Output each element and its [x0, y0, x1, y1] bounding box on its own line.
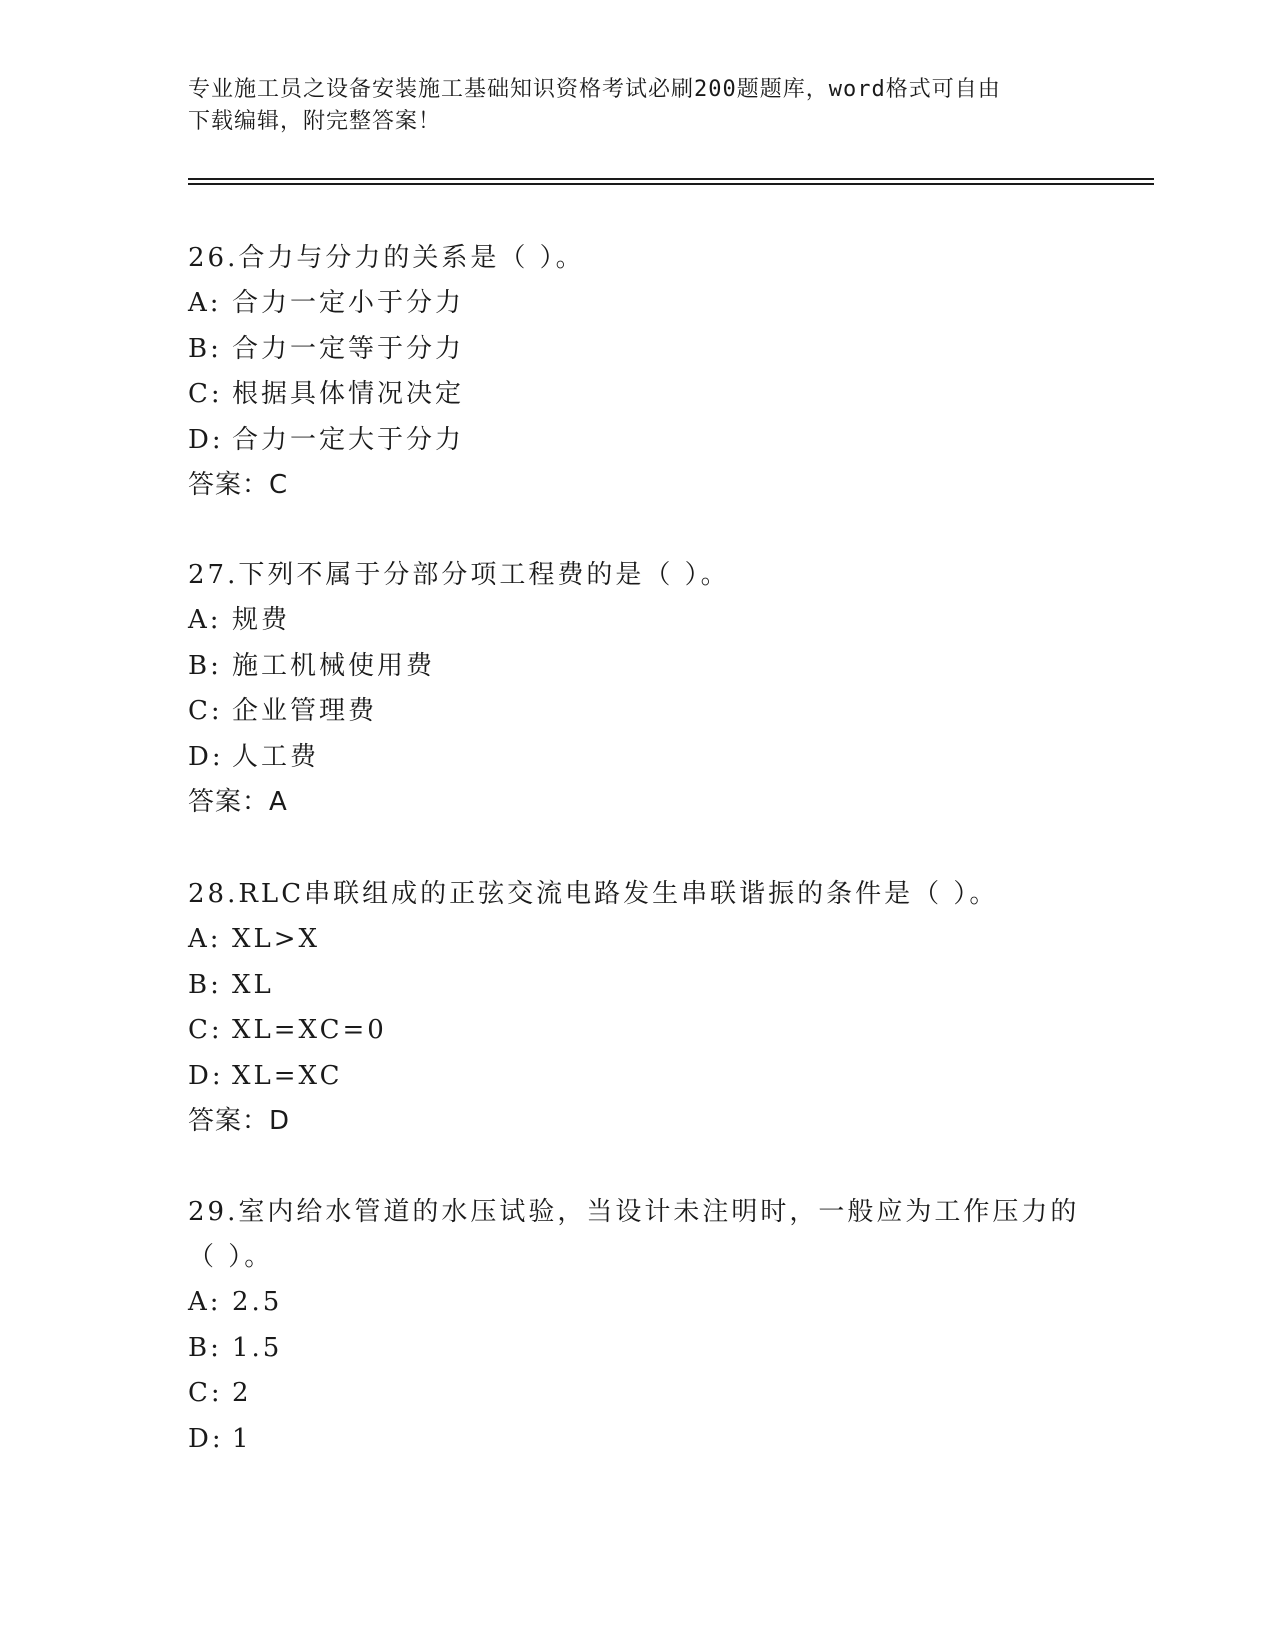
- option-letter: B:: [188, 333, 222, 364]
- option-d: [188, 1054, 1088, 1100]
- option-c: [188, 1008, 1088, 1054]
- option-text: 1.5: [232, 1332, 283, 1363]
- option-letter: D:: [188, 1060, 224, 1091]
- answer-label: 答案：D: [188, 1106, 291, 1136]
- option-letter: C:: [188, 379, 223, 409]
- option-a: [188, 1280, 1088, 1326]
- document-header: [188, 74, 1088, 138]
- option-letter: A:: [188, 924, 222, 954]
- option-letter: B:: [188, 650, 222, 681]
- option-text: 根据具体情况决定: [232, 379, 465, 409]
- option-b: [188, 1326, 1088, 1372]
- option-text: XL=XC: [232, 1060, 343, 1091]
- option-text: 合力一定小于分力: [232, 288, 465, 318]
- answer-label: 答案：C: [188, 470, 289, 500]
- option-text: 企业管理费: [232, 696, 378, 726]
- question-29: [188, 1190, 1088, 1462]
- option-text: XL: [232, 969, 274, 1000]
- option-d: [188, 1417, 1088, 1463]
- question-27: [188, 553, 1088, 825]
- option-letter: D:: [188, 741, 224, 772]
- option-c: [188, 372, 1088, 418]
- question-title: 26.合力与分力的关系是（ ）。: [188, 243, 585, 273]
- question-26: [188, 236, 1088, 508]
- question-title: 29.室内给水管道的水压试验，当设计未注明时，一般应为工作压力的（ ）。: [188, 1197, 1080, 1272]
- option-letter: B:: [188, 1332, 222, 1363]
- option-d: [188, 418, 1088, 464]
- option-letter: D:: [188, 424, 224, 455]
- option-a: [188, 281, 1088, 327]
- option-text: 合力一定等于分力: [232, 333, 465, 364]
- question-28: [188, 872, 1088, 1144]
- option-c: [188, 1371, 1088, 1417]
- option-text: 施工机械使用费: [232, 650, 436, 681]
- option-text: XL>X: [232, 924, 321, 954]
- option-text: 规费: [232, 605, 291, 635]
- header-line-2: 下载编辑，附完整答案！: [188, 109, 442, 134]
- option-letter: A:: [188, 1287, 222, 1317]
- header-divider-top: [188, 178, 1154, 180]
- answer-label: 答案：A: [188, 787, 288, 817]
- option-letter: A:: [188, 288, 222, 318]
- option-letter: A:: [188, 605, 222, 635]
- option-letter: C:: [188, 1015, 223, 1045]
- option-text: 人工费: [232, 741, 320, 772]
- option-b: [188, 644, 1088, 690]
- header-line-1: 专业施工员之设备安装施工基础知识资格考试必刷200题题库，word格式可自由: [188, 77, 1001, 102]
- option-text: XL=XC=0: [232, 1015, 387, 1045]
- option-b: [188, 327, 1088, 373]
- option-a: [188, 598, 1088, 644]
- option-b: [188, 963, 1088, 1009]
- option-letter: C:: [188, 696, 223, 726]
- option-c: [188, 689, 1088, 735]
- option-d: [188, 735, 1088, 781]
- option-text: 合力一定大于分力: [232, 424, 465, 455]
- option-letter: B:: [188, 969, 222, 1000]
- option-letter: C:: [188, 1378, 223, 1408]
- option-text: 2: [232, 1378, 252, 1408]
- option-a: [188, 917, 1088, 963]
- option-letter: D:: [188, 1423, 224, 1454]
- option-text: 2.5: [232, 1287, 283, 1317]
- question-title: 28.RLC串联组成的正弦交流电路发生串联谐振的条件是（ ）。: [188, 879, 999, 909]
- option-text: 1: [232, 1423, 252, 1454]
- header-divider-bottom: [188, 183, 1154, 185]
- question-title: 27.下列不属于分部分项工程费的是（ ）。: [188, 560, 730, 590]
